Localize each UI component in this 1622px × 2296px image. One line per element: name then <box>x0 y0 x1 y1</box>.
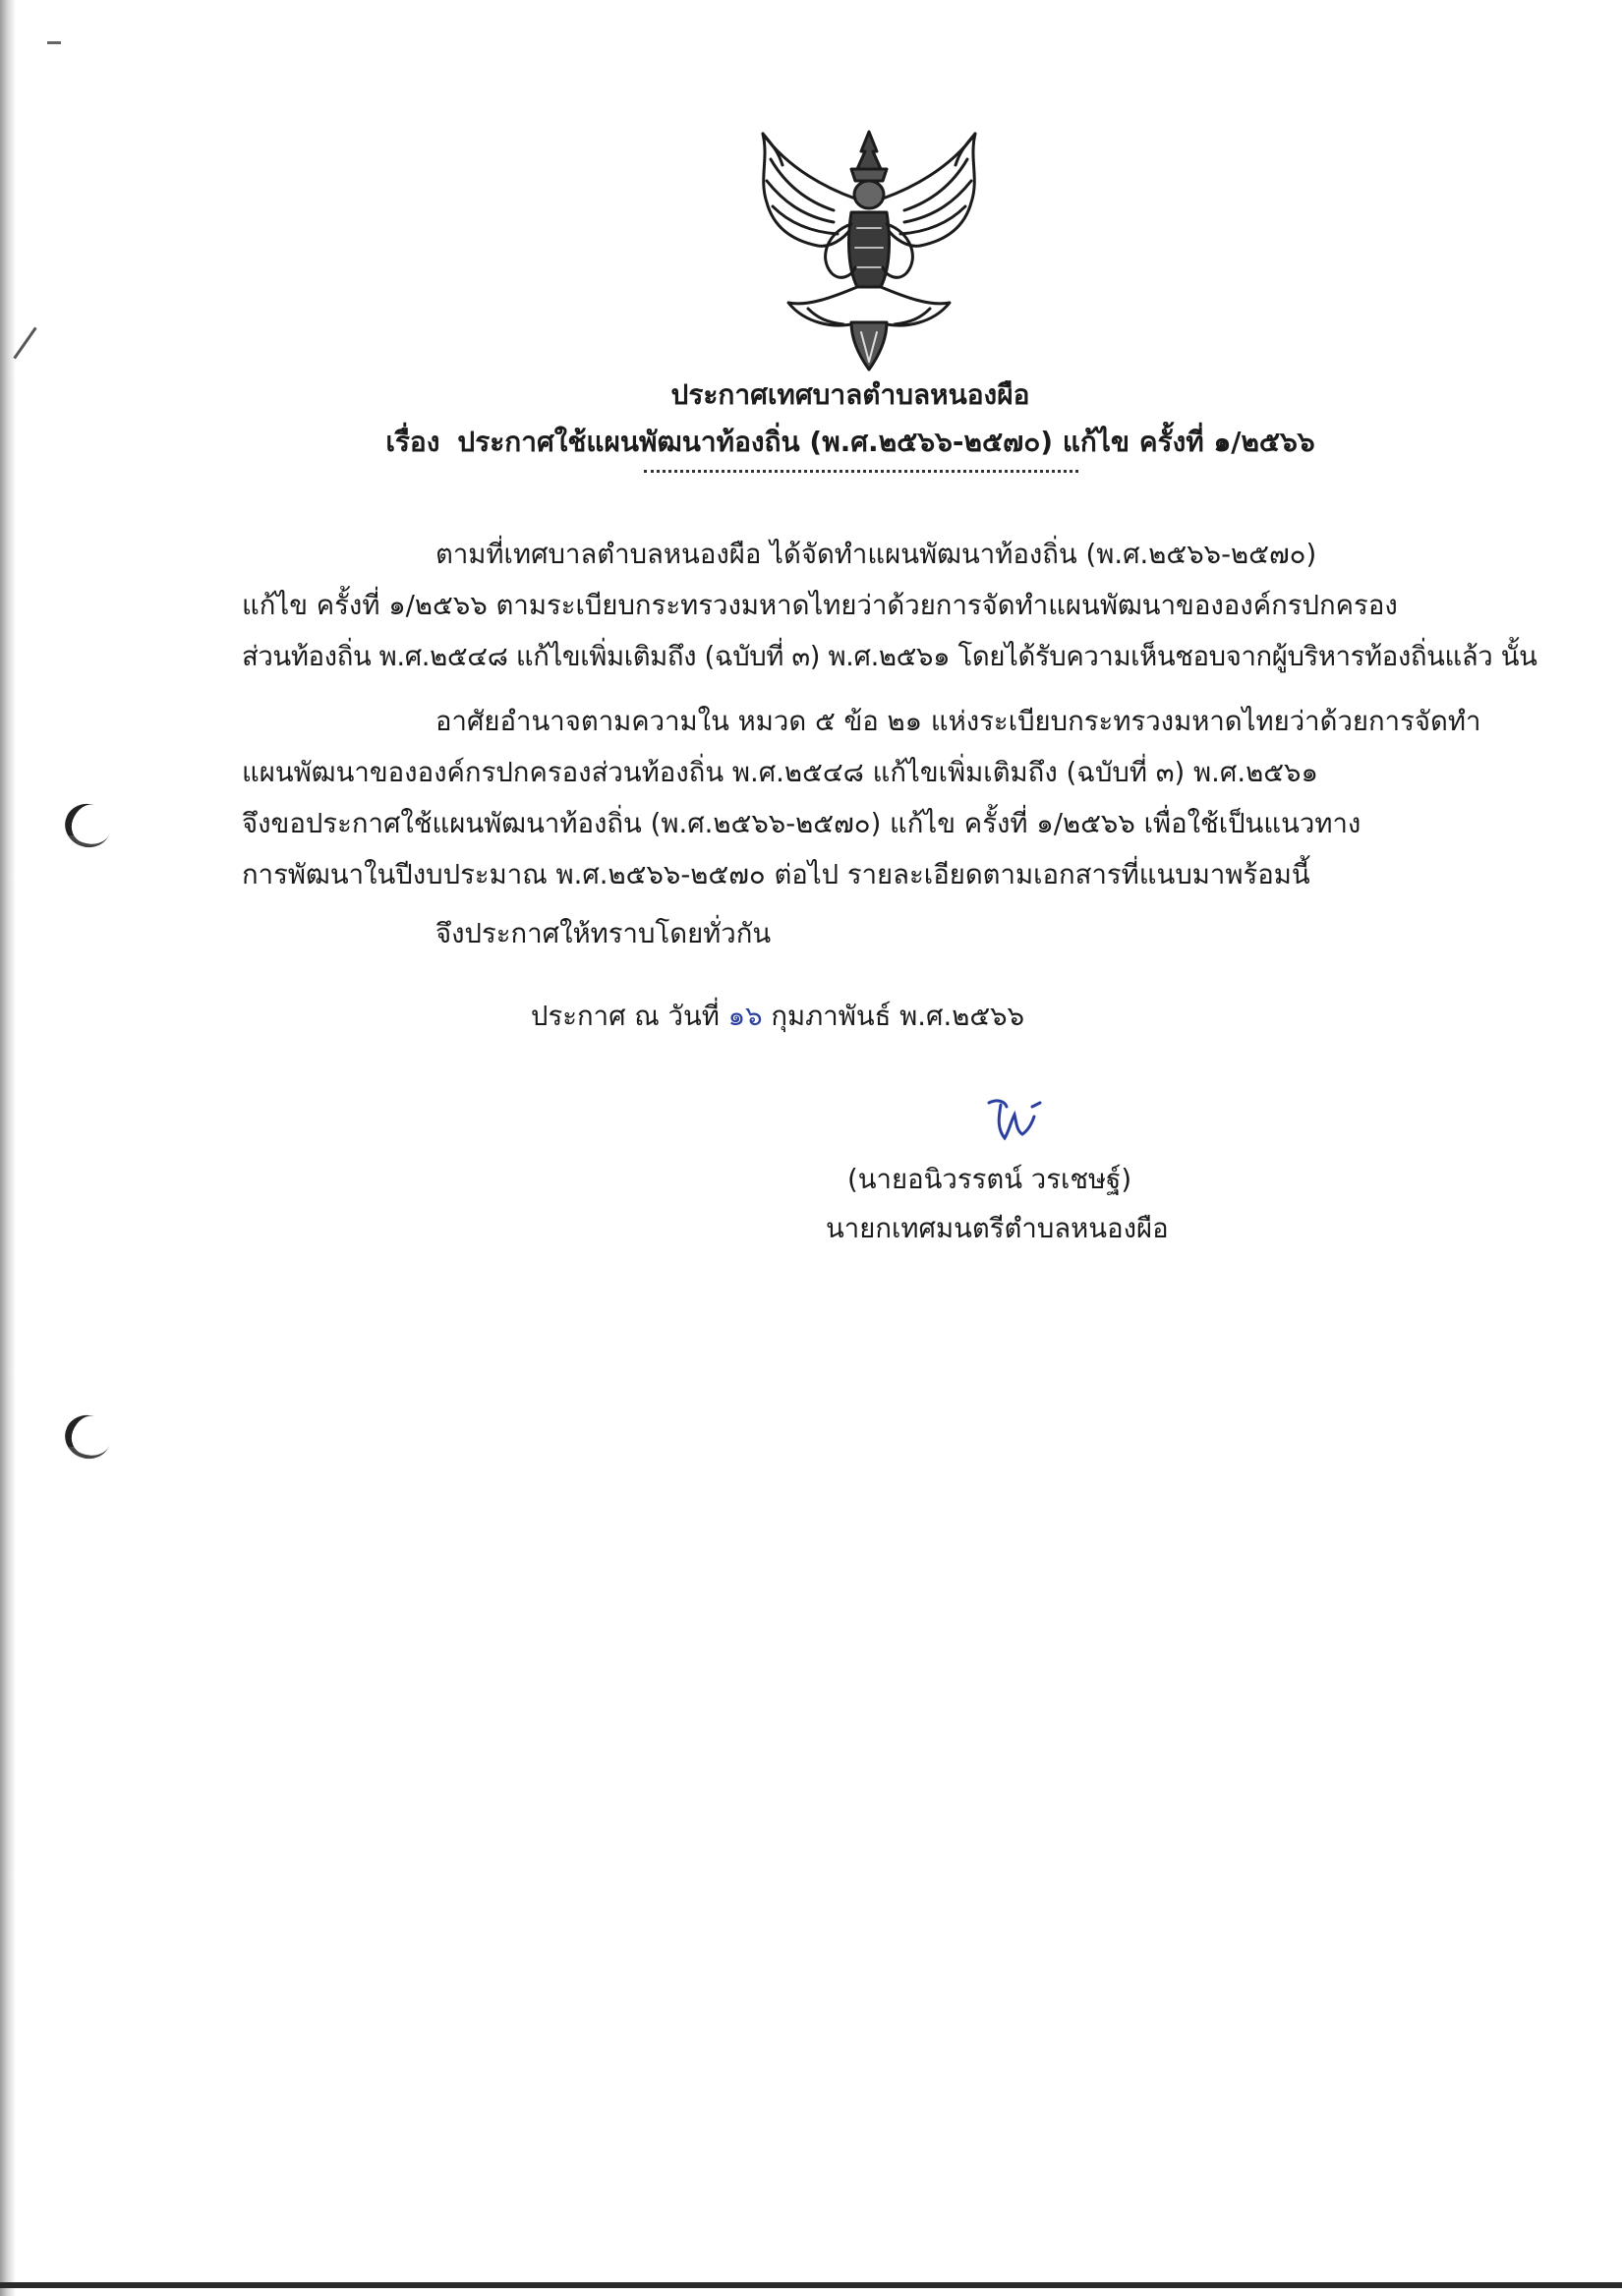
punch-hole-bottom <box>59 1408 117 1464</box>
paragraph-2-line-3: จึงขอประกาศใช้แผนพัฒนาท้องถิ่น (พ.ศ.๒๕๖๖-๒๕๗๐) แก้ไข ครั้งที่ ๑/๒๕๖๖ เพื่อใช้เป็นแนวทาง <box>242 808 1361 839</box>
scan-edge-mark <box>13 327 36 360</box>
paragraph-2-line-4: การพัฒนาในปีงบประมาณ พ.ศ.๒๕๖๖-๒๕๗๐ ต่อไป รายละเอียดตามเอกสารที่แนบมาพร้อมนี้ <box>242 859 1310 890</box>
title-divider <box>644 470 1078 473</box>
subject-label: เรื่อง <box>385 426 440 458</box>
scan-top-mark <box>47 41 61 44</box>
subject-text: ประกาศใช้แผนพัฒนาท้องถิ่น (พ.ศ.๒๕๖๖-๒๕๗๐) แก้ไข ครั้งที่ ๑/๒๕๖๖ <box>457 426 1315 458</box>
handwritten-signature <box>983 1093 1052 1148</box>
announcement-date <box>531 995 1024 1038</box>
paragraph-2-line-2: แผนพัฒนาขององค์กรปกครองส่วนท้องถิ่น พ.ศ.๒๕๔๘ แก้ไขเพิ่มเติมถึง (ฉบับที่ ๓) พ.ศ.๒๕๖๑ <box>242 757 1318 788</box>
signatory-position: นายกเทศมนตรีตำบลหนองผือ <box>826 1213 1169 1244</box>
garuda-emblem-icon <box>749 130 989 372</box>
date-prefix: ประกาศ ณ วันที่ <box>531 1001 720 1032</box>
paragraph-1-line-2: แก้ไข ครั้งที่ ๑/๒๕๖๖ ตามระเบียบกระทรวงมหาดไทยว่าด้วยการจัดทำแผนพัฒนาขององค์กรปกครอง <box>242 590 1398 621</box>
date-month-year: กุมภาพันธ์ พ.ศ.๒๕๖๖ <box>771 1001 1025 1032</box>
paragraph-1-line-1: ตามที่เทศบาลตำบลหนองผือ ได้จัดทำแผนพัฒนาท้องถิ่น (พ.ศ.๒๕๖๖-๒๕๗๐) <box>435 539 1317 570</box>
announcement-subject-line <box>39 421 1622 464</box>
date-day: ๑๖ <box>727 1001 763 1032</box>
signatory-name: (นายอนิวรรตน์ วรเชษฐ์) <box>847 1164 1132 1195</box>
punch-hole-top <box>59 797 117 853</box>
scan-edge-shadow <box>0 0 16 2296</box>
scan-bottom-line <box>0 2282 1622 2288</box>
paragraph-2-line-1: อาศัยอำนาจตามความใน หมวด ๕ ข้อ ๒๑ แห่งระเบียบกระทรวงมหาดไทยว่าด้วยการจัดทำ <box>435 706 1481 737</box>
paragraph-1-line-3: ส่วนท้องถิ่น พ.ศ.๒๕๔๘ แก้ไขเพิ่มเติมถึง (ฉบับที่ ๓) พ.ศ.๒๕๖๑ โดยได้รับความเห็นชอบจากผู้บริหารท้องถิ่นแล้ว นั้น <box>242 641 1537 672</box>
closing-statement: จึงประกาศให้ทราบโดยทั่วกัน <box>435 918 772 949</box>
announcement-title: ประกาศเทศบาลตำบลหนองผือ <box>670 378 1030 411</box>
